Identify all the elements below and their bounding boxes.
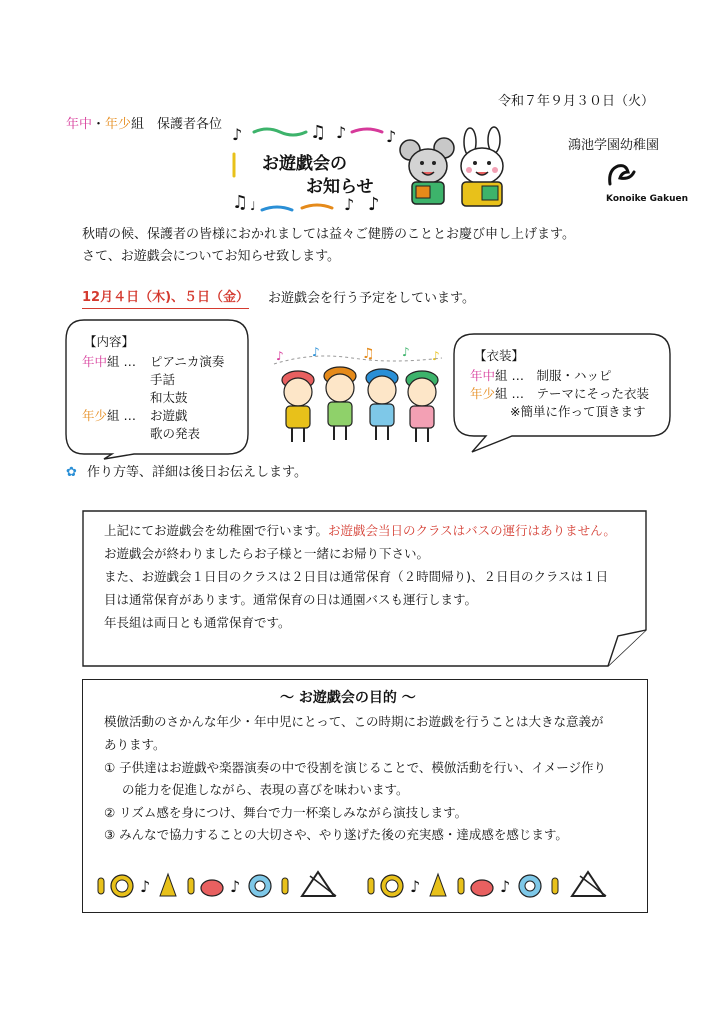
addressee-line: [66, 115, 222, 135]
svg-text:♪: ♪: [276, 349, 284, 363]
svg-text:♪: ♪: [230, 877, 241, 896]
svg-text:♫: ♫: [232, 192, 249, 213]
contents-heading: 【内容】: [84, 334, 135, 349]
contents-item: 歌の発表: [150, 426, 201, 441]
flower-icon: ✿: [66, 465, 77, 480]
mouse-bunny-illustration: [400, 128, 522, 214]
costume-nenchu-text: 組 … 制服・ハッピ: [495, 368, 612, 383]
svg-text:♪: ♪: [140, 877, 151, 896]
notice-line1-red: お遊戯会当日のクラスはバスの運行はありません。: [328, 523, 616, 538]
title-line1: お遊戯会の: [262, 154, 347, 174]
notice-line1-normal: 上記にてお遊戯会を幼稚園で行います。: [104, 523, 329, 538]
event-description: お遊戯会を行う予定をしています。: [268, 291, 475, 306]
svg-text:♪: ♪: [432, 349, 440, 363]
contents-nensho-label: [82, 406, 136, 426]
costume-nensho-prefix: 年少: [470, 386, 496, 401]
date-line: 令和７年９月３０日（火）: [498, 94, 655, 109]
svg-text:♪: ♪: [312, 345, 320, 359]
addressee-dot: ・: [92, 117, 106, 132]
svg-text:♪: ♪: [386, 127, 397, 146]
addressee-nenchu: 年中: [66, 117, 93, 132]
addressee-suffix: 組 保護者各位: [131, 117, 223, 132]
costume-nensho-line: [470, 384, 649, 404]
costume-nenchu-prefix: 年中: [470, 368, 496, 383]
greeting-line1: 秋晴の候、保護者の皆様におかれましては益々ご健勝のこととお慶び申し上げます。: [82, 227, 575, 242]
notice-line1: [104, 521, 616, 541]
purpose-item2: ② リズム感を身につけ、舞台で力一杯楽しみながら演技します。: [104, 805, 468, 820]
svg-text:♫: ♫: [310, 122, 327, 143]
notice-line2: お遊戯会が終わりましたらお子様と一緒にお帰り下さい。: [104, 546, 430, 561]
svg-text:♪: ♪: [336, 123, 347, 142]
purpose-item3: ③ みんなで協力することの大切さや、やり遂げた後の充実感・達成感を感じます。: [104, 827, 568, 842]
school-logo-icon: [604, 160, 644, 196]
purpose-title: ～ お遊戯会の目的 ～: [280, 690, 416, 706]
school-logo-text: Konoike Gakuen: [606, 194, 689, 204]
contents-nenchu-suffix: 組 …: [107, 354, 136, 369]
notice-line5: 年長組は両日とも通常保育です。: [104, 615, 291, 630]
contents-nensho-suffix: 組 …: [107, 408, 136, 423]
svg-text:♩: ♩: [250, 199, 256, 213]
purpose-intro1: 模倣活動のさかんな年少・年中児にとって、この時期にお遊戯を行うことは大きな意義が: [104, 714, 604, 729]
svg-text:♪: ♪: [368, 194, 380, 215]
costume-nensho-text: 組 … テーマにそった衣装: [495, 386, 649, 401]
details-note: [66, 463, 307, 483]
event-dates: 12月４日（木)、５日（金）: [82, 289, 249, 309]
costume-nenchu-line: [470, 366, 612, 386]
contents-item: 手話: [150, 372, 176, 387]
svg-text:♪: ♪: [344, 195, 355, 214]
title-line2: お知らせ: [306, 177, 374, 197]
contents-nenchu-label: [82, 352, 136, 372]
contents-item: お遊戯: [150, 408, 188, 423]
greeting-line2: さて、お遊戯会についてお知らせ致します。: [82, 249, 341, 264]
notice-line4: 目は通常保育があります。通常保育の日は通園バスも運行します。: [104, 592, 478, 607]
costume-heading: 【衣装】: [474, 348, 525, 363]
contents-nensho-prefix: 年少: [82, 408, 108, 423]
svg-text:♫: ♫: [362, 346, 375, 362]
contents-nenchu-prefix: 年中: [82, 354, 108, 369]
addressee-nensho: 年少: [105, 117, 132, 132]
contents-item: ピアニカ演奏: [150, 354, 225, 369]
svg-text:♪: ♪: [402, 345, 410, 359]
children-singing-illustration: [272, 344, 448, 452]
costume-note: ※簡単に作って頂きます: [510, 404, 646, 419]
details-note-text: 作り方等、詳細は後日お伝えします。: [87, 465, 308, 480]
contents-item: 和太鼓: [150, 390, 188, 405]
notice-line3: また、お遊戯会１日目のクラスは２日目は通常保育（２時間帰り)、２日目のクラスは１日: [104, 569, 609, 584]
purpose-intro2: あります。: [104, 737, 166, 752]
purpose-item1a: ① 子供達はお遊戯や楽器演奏の中で役割を演じることで、模倣活動を行い、イメージ作り: [104, 760, 607, 775]
school-name: 鴻池学園幼稚園: [568, 138, 660, 153]
instrument-border-decoration: [96, 866, 634, 904]
purpose-item1b: の能力を促進しながら、表現の喜びを味わいます。: [122, 782, 409, 797]
svg-text:♪: ♪: [232, 125, 243, 144]
